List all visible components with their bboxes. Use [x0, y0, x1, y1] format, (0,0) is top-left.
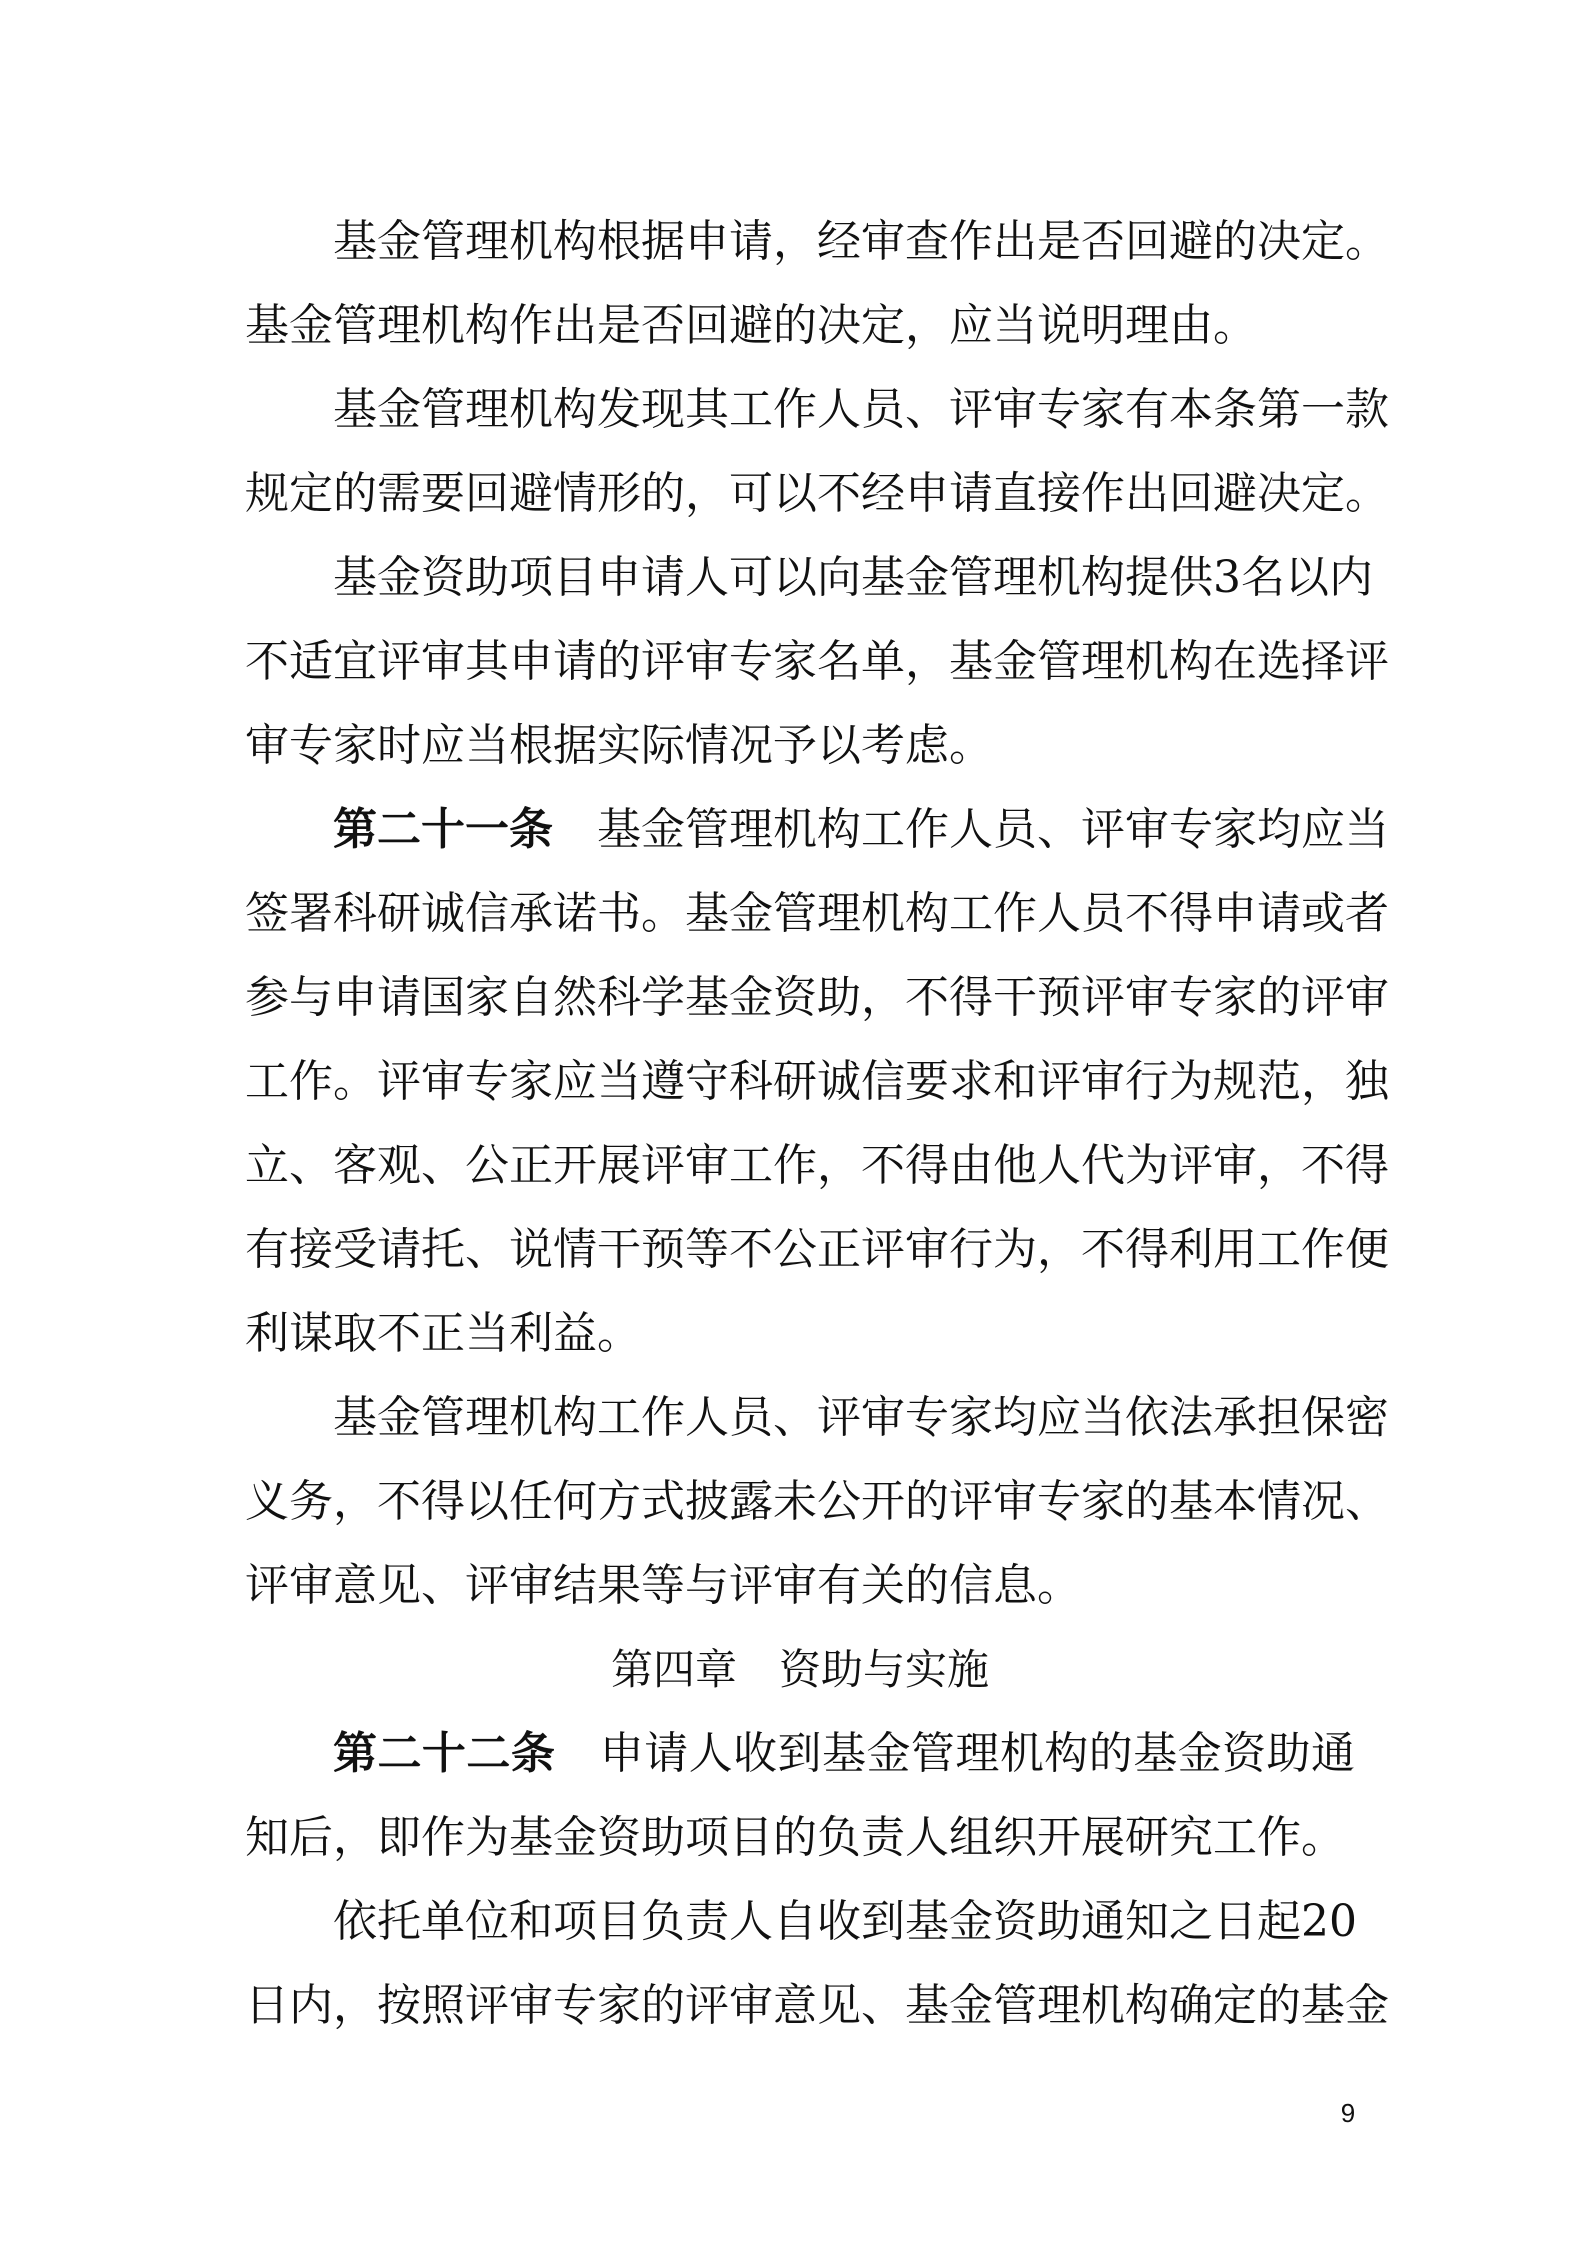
paragraph-line: 日内，按照评审专家的评审意见、基金管理机构确定的基金	[245, 1980, 1389, 2031]
document-body	[245, 200, 1389, 2048]
paragraph-line: 工作。评审专家应当遵守科研诚信要求和评审行为规范，独	[245, 1056, 1389, 1107]
paragraph-line: 知后，即作为基金资助项目的负责人组织开展研究工作。	[245, 1812, 1345, 1863]
paragraph-line: 依托单位和项目负责人自收到基金资助通知之日起20	[333, 1896, 1357, 1947]
paragraph-line: 签署科研诚信承诺书。基金管理机构工作人员不得申请或者	[245, 888, 1389, 939]
paragraph-line: 利谋取不正当利益。	[245, 1308, 641, 1359]
paragraph-line: 义务，不得以任何方式披露未公开的评审专家的基本情况、	[245, 1476, 1389, 1527]
paragraph-line: 规定的需要回避情形的，可以不经申请直接作出回避决定。	[245, 468, 1389, 519]
paragraph-line: 不适宜评审其申请的评审专家名单，基金管理机构在选择评	[245, 636, 1389, 687]
page-number: 9	[1340, 2098, 1356, 2128]
article-22-first-line	[245, 1712, 1355, 1796]
paragraph-line: 基金管理机构工作人员、评审专家均应当依法承担保密	[333, 1392, 1389, 1443]
chapter-label: 第四章	[610, 1645, 737, 1694]
article-22-text: 申请人收到基金管理机构的基金资助通	[599, 1728, 1356, 1779]
paragraph-line: 基金管理机构发现其工作人员、评审专家有本条第一款	[333, 384, 1389, 435]
article-22-label: 第二十二条	[333, 1728, 556, 1779]
paragraph-line: 评审意见、评审结果等与评审有关的信息。	[245, 1560, 1081, 1611]
paragraph-line: 基金管理机构作出是否回避的决定，应当说明理由。	[245, 300, 1257, 351]
chapter-heading	[245, 1628, 1355, 1712]
chapter-title: 资助与实施	[779, 1645, 990, 1694]
article-21-text: 基金管理机构工作人员、评审专家均应当	[597, 804, 1389, 855]
paragraph-line: 参与申请国家自然科学基金资助，不得干预评审专家的评审	[245, 972, 1389, 1023]
paragraph-line: 基金管理机构根据申请，经审查作出是否回避的决定。	[333, 216, 1389, 267]
article-21-label: 第二十一条	[333, 804, 553, 855]
paragraph-line: 有接受请托、说情干预等不公正评审行为，不得利用工作便	[245, 1224, 1389, 1275]
paragraph-line: 审专家时应当根据实际情况予以考虑。	[245, 720, 993, 771]
article-21-first-line	[245, 788, 1389, 872]
paragraph-line: 基金资助项目申请人可以向基金管理机构提供3名以内	[333, 552, 1373, 603]
paragraph-line: 立、客观、公正开展评审工作，不得由他人代为评审，不得	[245, 1140, 1389, 1191]
